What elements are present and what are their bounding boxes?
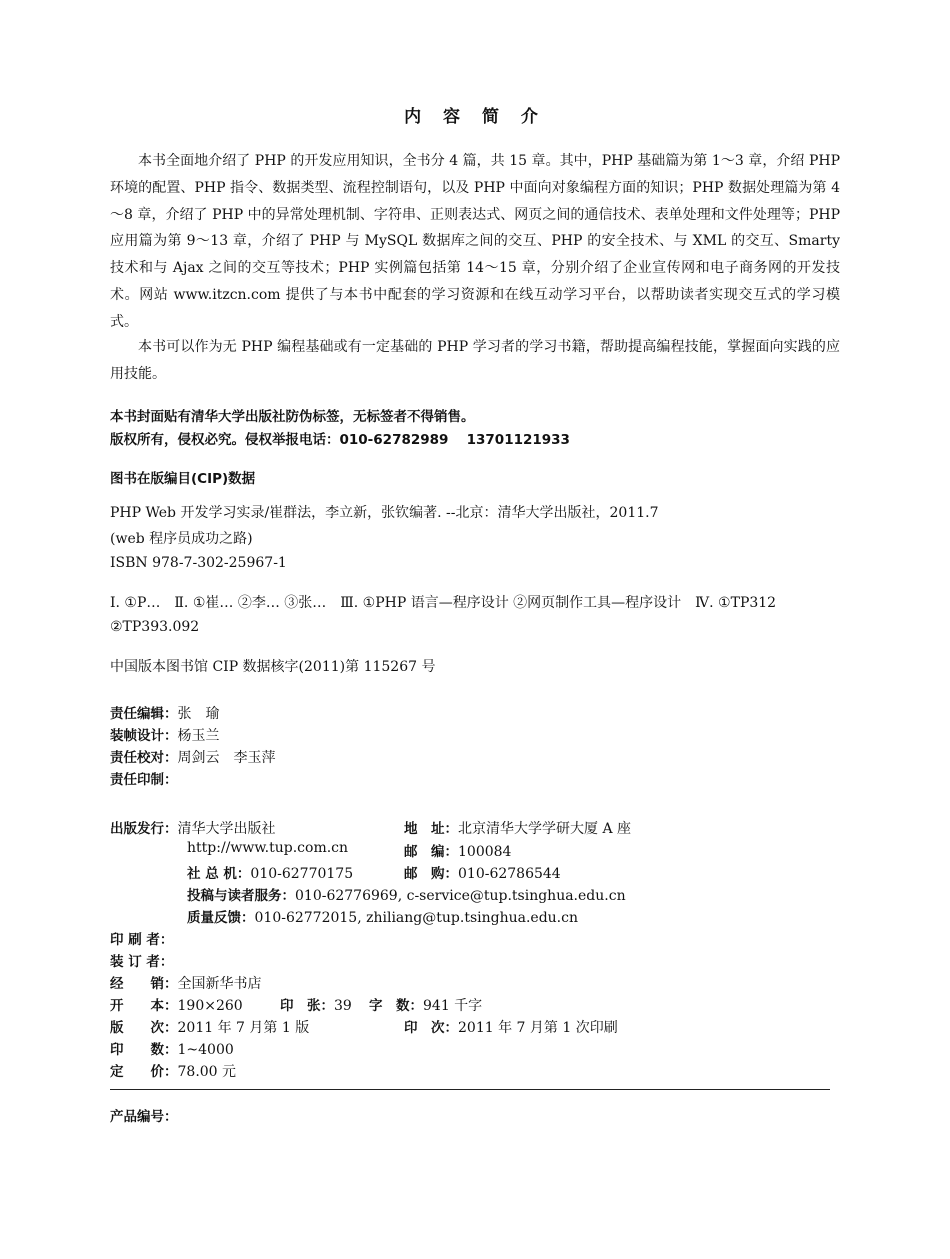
print-label: 责任印制：	[110, 772, 178, 788]
format-value: 190×260	[177, 998, 243, 1014]
address-row	[404, 817, 631, 838]
proof-row	[110, 746, 276, 767]
copies-label: 印 数：	[110, 1042, 178, 1058]
editor-row	[110, 702, 220, 723]
publisher-value: 清华大学出版社	[177, 821, 276, 837]
mail-order-label: 邮 购：	[404, 866, 458, 882]
mail-order-row	[404, 862, 561, 882]
words-label: 字 数：	[369, 998, 423, 1014]
edition-row	[110, 1016, 309, 1037]
words-row	[369, 994, 482, 1015]
format-label: 开 本：	[110, 998, 178, 1014]
words-value: 941 千字	[423, 998, 483, 1014]
quality-feedback-label: 质量反馈：	[187, 910, 255, 926]
quality-feedback-value: 010-62772015, zhiliang@tup.tsinghua.edu.cn	[254, 910, 578, 926]
reader-service-label: 投稿与读者服务：	[187, 888, 295, 904]
sheets-label: 印 张：	[280, 998, 334, 1014]
publisher-row	[110, 817, 276, 838]
cip-number: 中国版本图书馆 CIP 数据核字(2011)第 115267 号	[110, 659, 436, 675]
cip-series: (web 程序员成功之路)	[110, 531, 253, 547]
print-row	[110, 768, 178, 788]
impression-label: 印 次：	[404, 1020, 458, 1036]
switchboard-value: 010-62770175	[250, 866, 354, 882]
reader-service-value: 010-62776969, c-service@tup.tsinghua.edu.cn	[295, 888, 626, 904]
sheets-row	[280, 994, 352, 1014]
copies-row	[110, 1038, 234, 1058]
intro-paragraph-2: 本书可以作为无 PHP 编程基础或有一定基础的 PHP 学习者的学习书籍，帮助提高编程技能，掌握面向实践的应用技能。	[110, 339, 840, 382]
copyright-notice: 版权所有，侵权必究。侵权举报电话：010-62782989 13701121933	[110, 432, 570, 448]
publisher-label: 出版发行：	[110, 821, 178, 837]
design-row	[110, 724, 220, 745]
postcode-label: 邮 编：	[404, 844, 458, 860]
distributor-value: 全国新华书店	[177, 976, 262, 992]
price-label: 定 价：	[110, 1064, 178, 1080]
page-title: 内 容 简 介	[404, 107, 546, 127]
divider-rule	[110, 1089, 830, 1090]
edition-label: 版 次：	[110, 1020, 178, 1036]
cip-classification: Ⅰ. ①P… Ⅱ. ①崔… ②李… ③张… Ⅲ. ①PHP 语言—程序设计 ②网页制作工具—程序设计 Ⅳ. ①TP312	[110, 595, 777, 611]
impression-value: 2011 年 7 月第 1 次印刷	[458, 1020, 618, 1036]
distributor-label: 经 销：	[110, 976, 178, 992]
postcode-row	[404, 840, 511, 860]
price-value: 78.00 元	[177, 1064, 237, 1080]
product-number-label: 产品编号：	[110, 1109, 178, 1125]
anti-counterfeit-notice: 本书封面贴有清华大学出版社防伪标签，无标签者不得销售。	[110, 409, 475, 425]
distributor-row	[110, 972, 262, 993]
format-row	[110, 994, 243, 1014]
printer-label: 印 刷 者：	[110, 932, 174, 948]
switchboard-row	[187, 862, 353, 882]
price-row	[110, 1060, 236, 1081]
sheets-value: 39	[334, 998, 352, 1014]
cip-isbn: ISBN 978-7-302-25967-1	[110, 555, 287, 571]
reader-service-row	[187, 884, 626, 904]
publisher-url: http://www.tup.com.cn	[187, 840, 349, 856]
editor-label: 责任编辑：	[110, 706, 178, 722]
postcode-value: 100084	[458, 844, 512, 860]
address-value: 北京清华大学学研大厦 A 座	[458, 821, 632, 837]
editor-value: 张 瑜	[177, 706, 220, 722]
cip-classification-cont: ②TP393.092	[110, 619, 200, 635]
impression-row	[404, 1016, 618, 1037]
edition-value: 2011 年 7 月第 1 版	[177, 1020, 310, 1036]
mail-order-value: 010-62786544	[458, 866, 561, 882]
product-number-row	[110, 1105, 178, 1125]
address-label: 地 址：	[404, 821, 458, 837]
binder-row	[110, 950, 173, 970]
cip-heading: 图书在版编目(CIP)数据	[110, 471, 256, 487]
switchboard-label: 社 总 机：	[187, 866, 251, 882]
design-value: 杨玉兰	[177, 728, 220, 744]
quality-feedback-row	[187, 906, 578, 926]
cip-line: PHP Web 开发学习实录/崔群法，李立新，张钦编著. --北京：清华大学出版社，2011.7	[110, 505, 659, 521]
binder-label: 装 订 者：	[110, 954, 174, 970]
copies-value: 1~4000	[177, 1042, 234, 1058]
proof-value: 周剑云 李玉萍	[177, 750, 276, 766]
intro-paragraph-1: 本书全面地介绍了 PHP 的开发应用知识，全书分 4 篇，共 15 章。其中，PHP 基础篇为第 1～3 章，介绍 PHP 环境的配置、PHP 指令、数据类型、流程控制语句，以及 PHP 中面向对象编程方面的知识；PHP 数据处理篇为第 4～8 章，介绍了 PHP 中的异常处理机制、字符串、正则表达式、网页之间的通信技术、表单处理和文件处理等；PHP 应用篇为第 9～13 章，介绍了 PHP 与 MySQL 数据库之间的交互、PHP 的安全技术、与 XML 的交互、Smarty 技术和与 Ajax 之间的交互等技术；PHP 实例篇包括第 14～15 章，分别介绍了企业宣传网和电子商务网的开发技术。网站 www.itzcn.com 提供了与本书中配套的学习资源和在线互动学习平台，以帮助读者实现交互式的学习模式。	[110, 153, 840, 330]
design-label: 装帧设计：	[110, 728, 178, 744]
printer-row	[110, 928, 173, 948]
proof-label: 责任校对：	[110, 750, 178, 766]
